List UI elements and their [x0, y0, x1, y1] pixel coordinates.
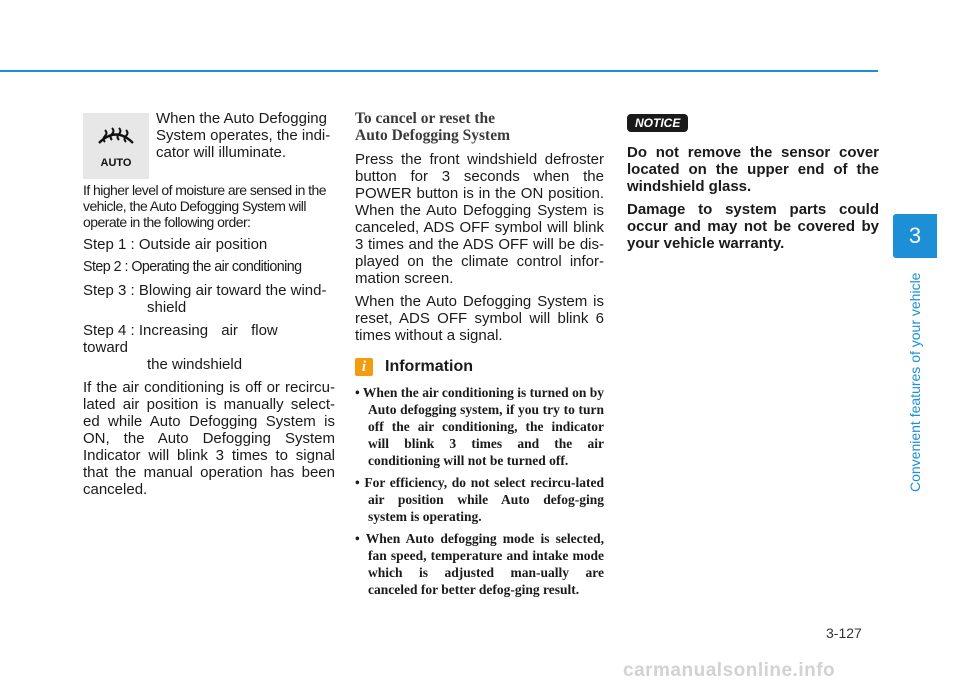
indicator-row: [83, 110, 335, 182]
notice-badge: NOTICE: [627, 114, 688, 132]
information-title: Information: [385, 358, 473, 375]
information-list: [355, 384, 604, 598]
step-label: Step 2 :: [83, 259, 132, 275]
information-icon: i: [355, 358, 373, 376]
step-3: [83, 282, 335, 316]
list-item: • When Auto defogging mode is selected, fan speed, temperature and intake mode which is adjusted man-ually are canceled for better defog-ging result.: [355, 531, 605, 597]
step-continuation: shield: [147, 299, 187, 316]
step-text: Blowing air toward the wind-: [138, 282, 327, 299]
column-middle: [355, 110, 604, 603]
auto-label: AUTO: [100, 157, 132, 169]
notice-paragraph-1: Do not remove the sensor cover located on the upper end of the windshield glass.: [627, 144, 879, 195]
cancel-paragraph: Press the front windshield defroster button for 3 seconds when the POWER button is in the ON position. When the Auto Defogging System is canceled, ADS OFF symbol will blink 3 times and the ADS OFF will be dis-played on the climate control infor-mation screen.: [355, 151, 604, 287]
step-continuation: the windshield: [147, 356, 243, 373]
step-2: [83, 259, 335, 276]
recirculation-text: If the air conditioning is off or recircu-lated air position is manually select-ed while Auto Defogging System is ON, the Auto Defogging System Indicator will blink 3 times to signal that the manual operation has been canceled.: [83, 379, 335, 498]
step-text: Operating the air conditioning: [131, 259, 302, 275]
cancel-reset-heading: [355, 110, 604, 144]
list-item: • For efficiency, do not select recircu-lated air position while Auto defog-ging system is operating.: [355, 475, 604, 524]
notice-paragraph-2: Damage to system parts could occur and may not be covered by your vehicle warranty.: [627, 201, 879, 252]
heading-line-2: Auto Defogging System: [355, 127, 510, 144]
step-1: [83, 236, 335, 253]
step-label: Step 4 :: [83, 322, 139, 339]
reset-paragraph: When the Auto Defogging System is reset, ADS OFF symbol will blink 6 times without a signal.: [355, 293, 604, 344]
step-label: Step 1 :: [83, 236, 139, 253]
step-label: Step 3 :: [83, 282, 139, 299]
list-item: • When the air conditioning is turned on by Auto defogging system, if you try to turn off the air conditioning, the indicator will blink 3 times and the air conditioning will not be turned off.: [355, 385, 604, 468]
rear-defog-auto-icon: [83, 113, 149, 179]
footer-watermark: carmanualsonline.info: [623, 660, 836, 681]
step-text: Increasing air flow toward: [83, 322, 278, 356]
step-text: Outside air position: [138, 236, 268, 253]
chapter-number-tab: 3: [893, 214, 937, 258]
header-rule: [0, 70, 878, 72]
page-number: 3-127: [826, 625, 862, 641]
chapter-title: Convenient features of your vehicle: [907, 272, 923, 492]
information-header: [355, 358, 604, 376]
moisture-text: If higher level of moisture are sensed in the vehicle, the Auto Defogging System will operate in the following order:: [83, 182, 326, 230]
column-left: [83, 110, 335, 504]
column-right: [627, 110, 879, 258]
step-4: [83, 322, 335, 373]
indicator-description: When the Auto Defogging System operates, the indi-cator will illuminate.: [156, 110, 331, 161]
heading-line-1: To cancel or reset the: [355, 110, 496, 127]
